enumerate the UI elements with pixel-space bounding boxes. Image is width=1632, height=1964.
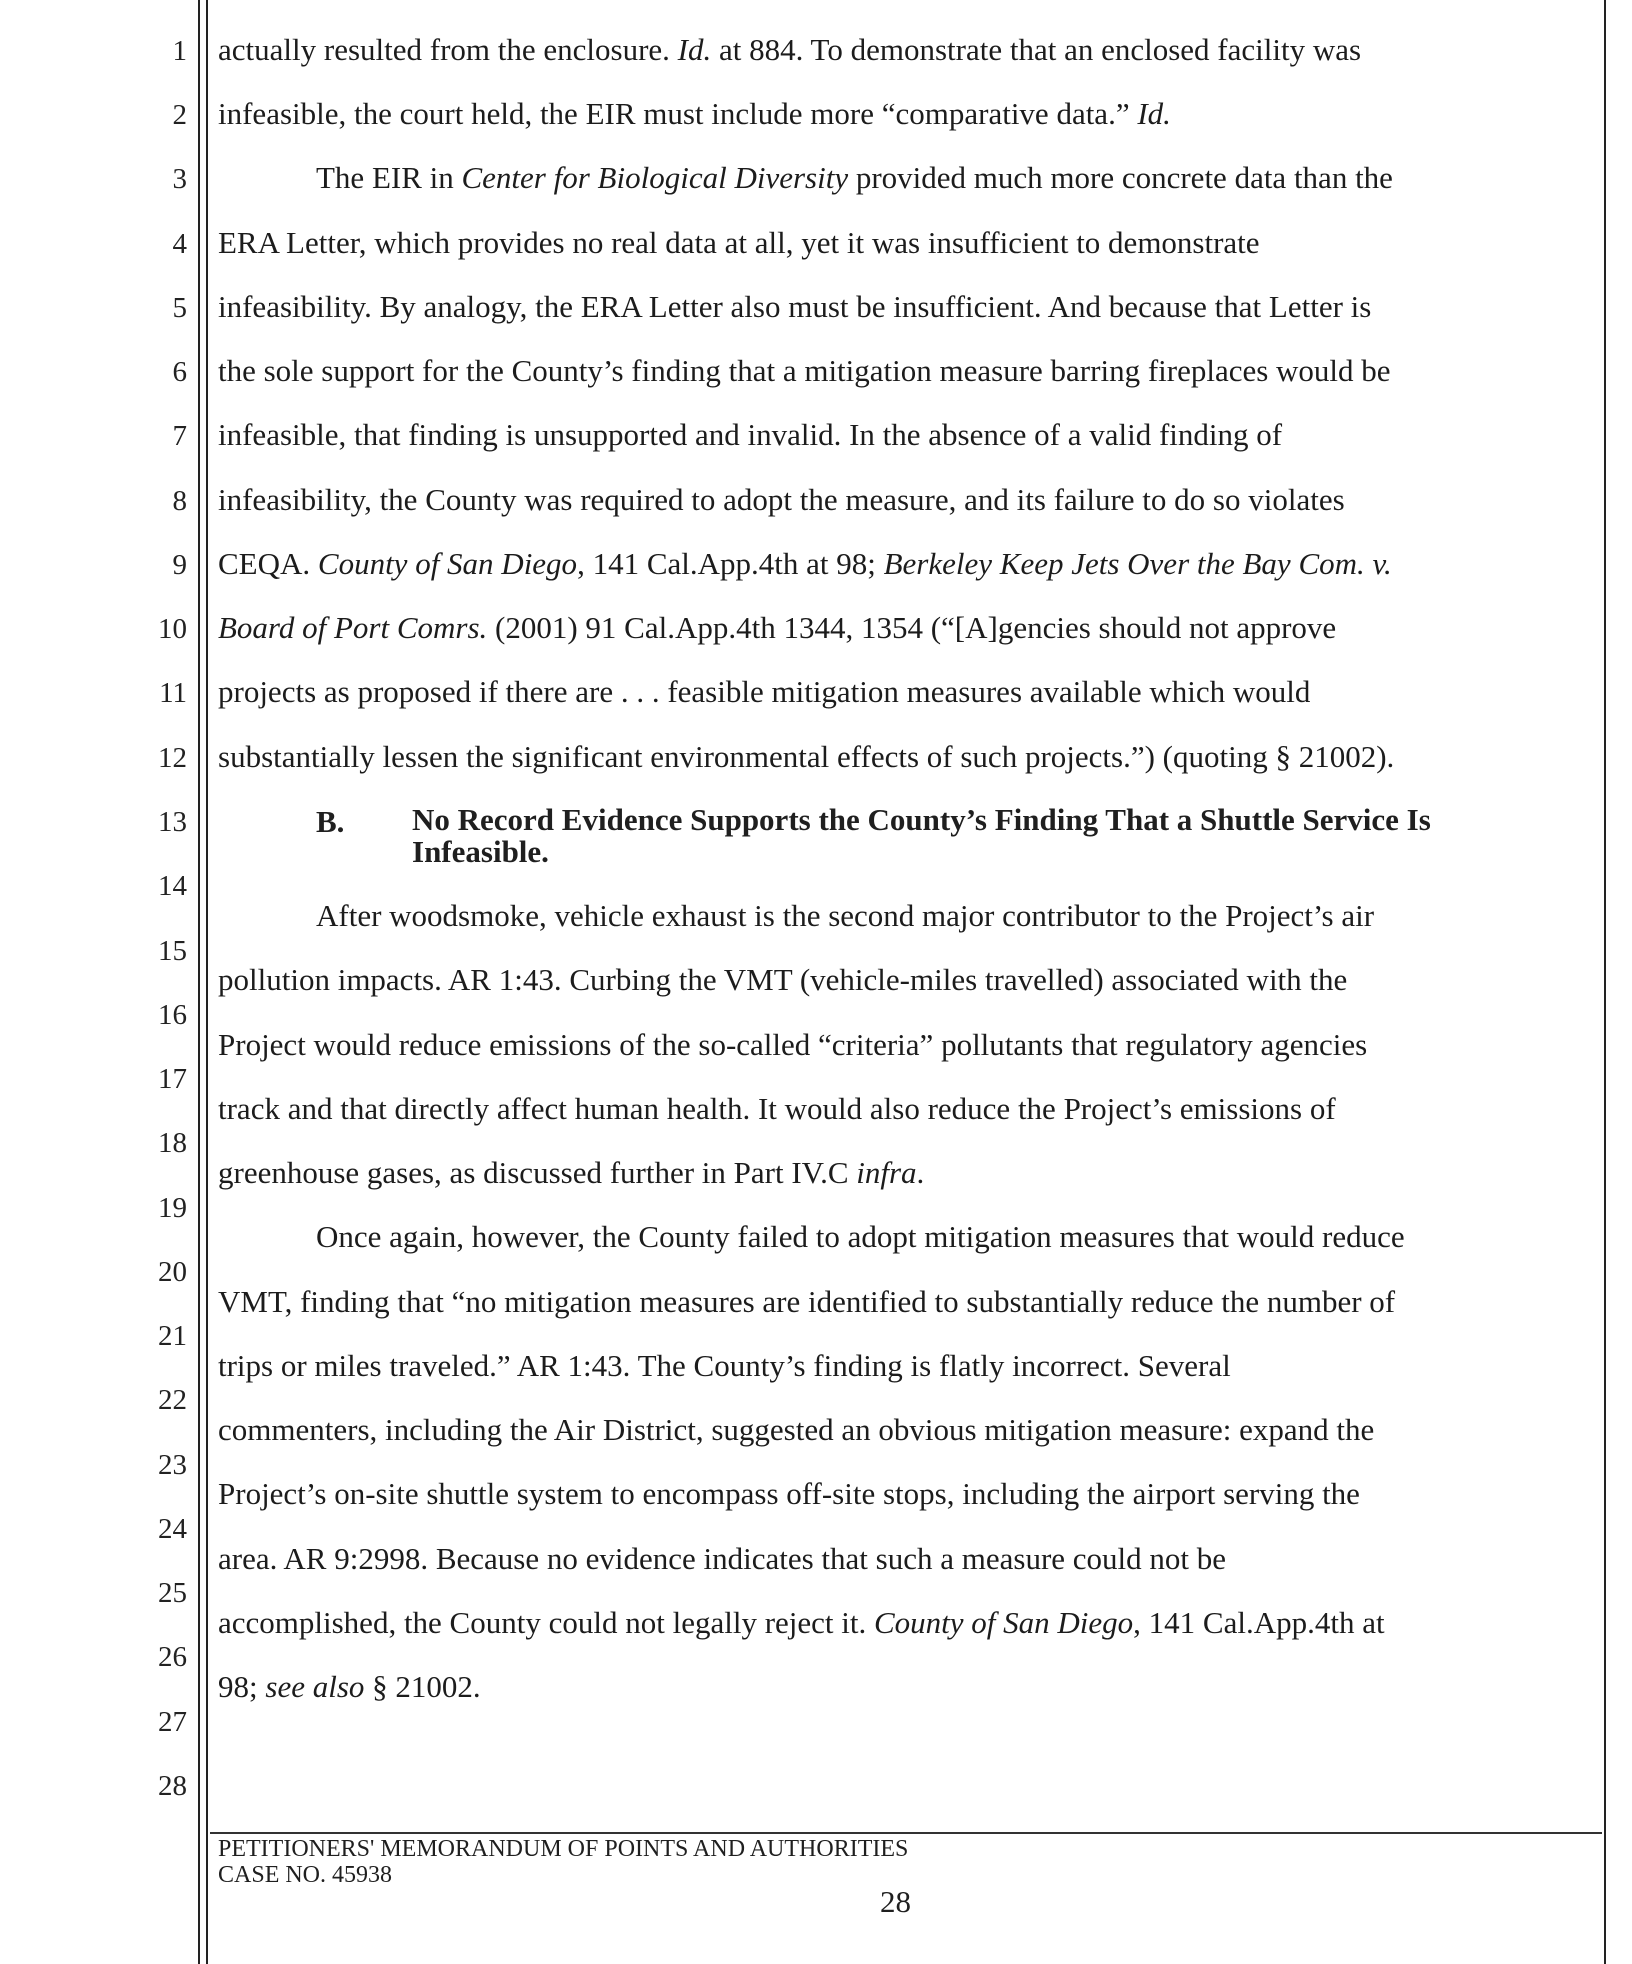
footer-title: PETITIONERS' MEMORANDUM OF POINTS AND AUTHORITIES	[218, 1836, 909, 1862]
line-number: 14	[158, 870, 187, 902]
line-number: 27	[158, 1706, 187, 1738]
line-number: 26	[158, 1641, 187, 1673]
line-number: 5	[172, 292, 187, 324]
section-heading-letter: B.	[316, 804, 345, 839]
text-line: accomplished, the County could not legally reject it. County of San Diego, 141 Cal.App.4th at	[218, 1605, 1385, 1640]
text-line: actually resulted from the enclosure. Id. at 884. To demonstrate that an enclosed facility was	[218, 32, 1362, 67]
line-number: 18	[158, 1127, 187, 1159]
margin-rule-left-2	[206, 0, 208, 1964]
line-number: 4	[172, 228, 187, 260]
text-line: trips or miles traveled.” AR 1:43. The County’s finding is flatly incorrect. Several	[218, 1348, 1231, 1383]
text-line: Project would reduce emissions of the so-called “criteria” pollutants that regulatory agencies	[218, 1027, 1368, 1062]
line-number: 6	[172, 356, 187, 388]
text-line: infeasible, the court held, the EIR must include more “comparative data.” Id.	[218, 96, 1171, 131]
line-number: 15	[158, 935, 187, 967]
margin-rule-left-1	[198, 0, 200, 1964]
line-number: 10	[158, 613, 187, 645]
text-line: substantially lessen the significant environmental effects of such projects.”) (quoting § 21002).	[218, 739, 1395, 774]
text-line: CEQA. County of San Diego, 141 Cal.App.4th at 98; Berkeley Keep Jets Over the Bay Com. v.	[218, 546, 1392, 581]
text-line: commenters, including the Air District, suggested an obvious mitigation measure: expand the	[218, 1412, 1375, 1447]
text-line: The EIR in Center for Biological Diversity provided much more concrete data than the	[316, 160, 1393, 195]
text-line: Board of Port Comrs. (2001) 91 Cal.App.4th 1344, 1354 (“[A]gencies should not approve	[218, 610, 1337, 645]
line-number: 9	[172, 549, 187, 581]
text-line: greenhouse gases, as discussed further in Part IV.C infra.	[218, 1155, 925, 1190]
text-line: area. AR 9:2998. Because no evidence indicates that such a measure could not be	[218, 1541, 1227, 1576]
line-number: 19	[158, 1192, 187, 1224]
text-line: infeasibility. By analogy, the ERA Letter also must be insufficient. And because that Letter is	[218, 289, 1372, 324]
text-line: projects as proposed if there are . . . feasible mitigation measures available which would	[218, 674, 1311, 709]
text-line: track and that directly affect human health. It would also reduce the Project’s emissions of	[218, 1091, 1336, 1126]
line-number: 23	[158, 1449, 187, 1481]
footer-rule	[210, 1832, 1602, 1834]
line-number: 22	[158, 1384, 187, 1416]
line-number: 20	[158, 1256, 187, 1288]
footer-case-number: CASE NO. 45938	[218, 1862, 393, 1888]
line-number: 28	[158, 1770, 187, 1802]
line-number: 17	[158, 1063, 187, 1095]
text-line: ERA Letter, which provides no real data at all, yet it was insufficient to demonstrate	[218, 225, 1260, 260]
text-line: infeasibility, the County was required to adopt the measure, and its failure to do so violates	[218, 482, 1345, 517]
line-number: 24	[158, 1513, 187, 1545]
line-number: 8	[172, 485, 187, 517]
line-number: 3	[172, 163, 187, 195]
margin-rule-right	[1604, 0, 1606, 1964]
line-number: 2	[172, 99, 187, 131]
line-number: 21	[158, 1320, 187, 1352]
text-line: 98; see also § 21002.	[218, 1669, 481, 1704]
text-line: Once again, however, the County failed to adopt mitigation measures that would reduce	[316, 1219, 1405, 1254]
text-line: VMT, finding that “no mitigation measures are identified to substantially reduce the number of	[218, 1284, 1396, 1319]
text-line: the sole support for the County’s finding that a mitigation measure barring fireplaces would be	[218, 353, 1391, 388]
line-number: 1	[172, 35, 187, 67]
text-line: infeasible, that finding is unsupported and invalid. In the absence of a valid finding of	[218, 417, 1283, 452]
page-number: 28	[880, 1884, 911, 1919]
text-line: Project’s on-site shuttle system to encompass off-site stops, including the airport serving the	[218, 1476, 1360, 1511]
section-heading: No Record Evidence Supports the County’s Finding That a Shuttle Service Is Infeasible.	[412, 802, 1431, 869]
line-number: 11	[159, 677, 187, 709]
line-number: 7	[172, 420, 187, 452]
line-number: 25	[158, 1577, 187, 1609]
text-line: After woodsmoke, vehicle exhaust is the second major contributor to the Project’s air	[316, 898, 1375, 933]
line-number: 12	[158, 742, 187, 774]
line-number: 13	[158, 806, 187, 838]
line-number: 16	[158, 999, 187, 1031]
text-line: pollution impacts. AR 1:43. Curbing the VMT (vehicle-miles travelled) associated with the	[218, 962, 1348, 997]
